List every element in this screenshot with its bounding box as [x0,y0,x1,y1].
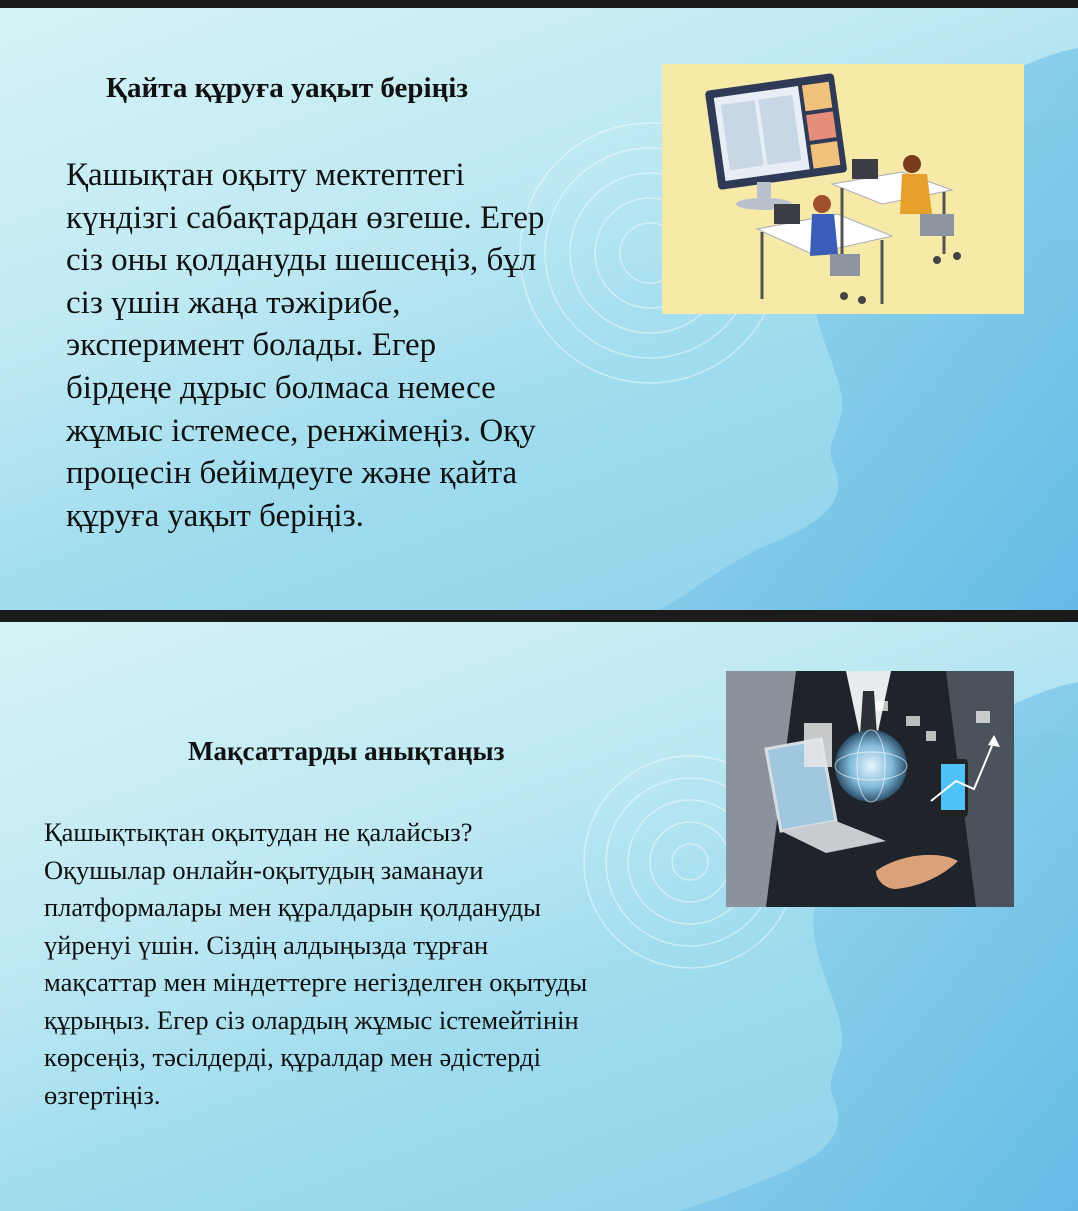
slide-1-title: Қайта құруға уақыт беріңіз [106,72,469,104]
online-class-illustration [662,64,1024,314]
slide-2 [0,622,1078,1211]
slide-1-paragraph: Қашықтан оқыту мектептегі күндізгі сабақтардан өзгеше. Егер сіз оны қолдануды шешсеңіз, бұл сіз үшін жаңа тәжірибе, эксперимент болады. Егер бірдеңе дұрыс болмаса немесе жұмыс істемесе, ренжімеңіз. Оқу процесін бейімдеуге және қайта құруға уақыт беріңіз. [66,157,545,534]
digital-technology-photo [726,671,1014,907]
slide-2-paragraph: Қашықтықтан оқытудан не қалайсыз? Оқушылар онлайн-оқытудың заманауи платформалары мен құралдарын қолдануды үйренуі үшін. Сіздің алдыңызда тұрған мақсаттар мен міндеттерге негізделген оқытуды құрыңыз. Егер сіз олардың жұмыс істемейтінін көрсеңіз, тәсілдерді, құралдар мен әдістерді өзгертіңіз. [44,817,588,1110]
slide-1 [0,8,1078,610]
slide-2-title: Мақсаттарды анықтаңыз [188,736,505,766]
